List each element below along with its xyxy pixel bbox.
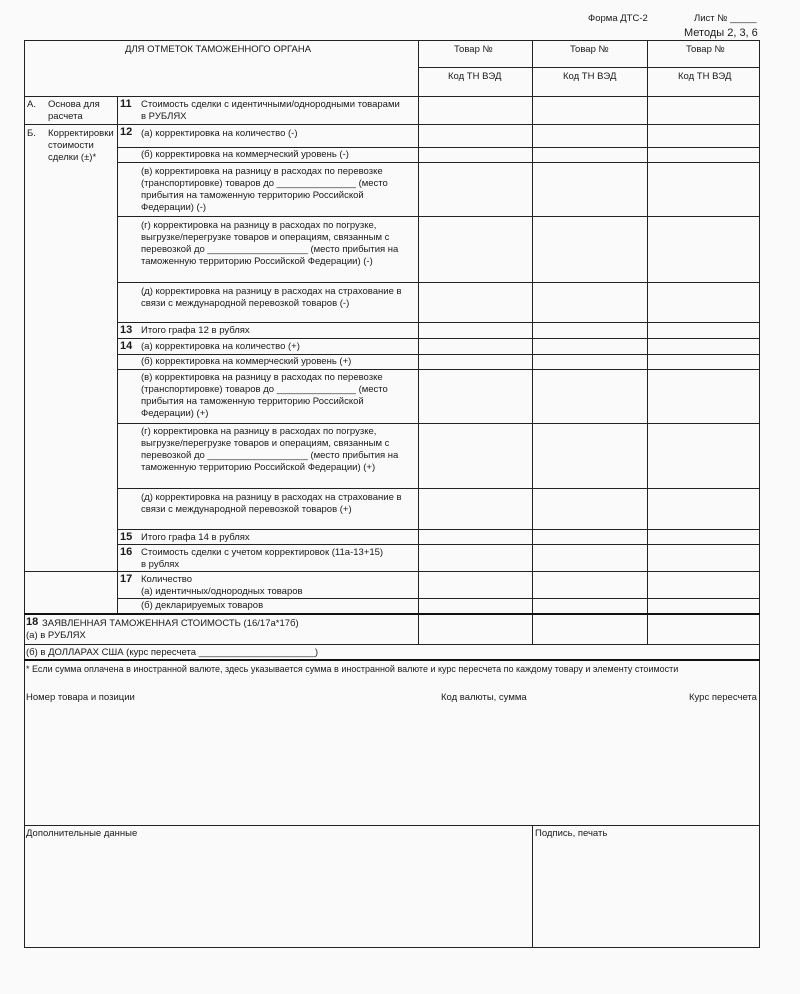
line-after-14a xyxy=(117,354,760,355)
section-b-text-3: сделки (±)* xyxy=(48,152,97,163)
row-14g-text-3: перевозкой до ___________________ (место прибытия на xyxy=(141,450,399,461)
line-after-17b xyxy=(24,613,760,615)
row-13-number: 13 xyxy=(120,324,133,336)
row-14-number: 14 xyxy=(120,340,133,352)
row-12a-text: (а) корректировка на количество (-) xyxy=(141,128,298,139)
row-12d-text-1: (д) корректировка на разницу в расходах на страхование в xyxy=(141,286,402,297)
header-sub-line xyxy=(418,67,760,68)
row-16-number: 16 xyxy=(120,546,133,558)
line-after-14g xyxy=(117,488,760,489)
goods-no-2[interactable]: Товар № xyxy=(570,44,609,55)
additional-data-label: Дополнительные данные xyxy=(26,828,138,839)
line-after-12g xyxy=(117,282,760,283)
row-14g-text-4: таможенную территорию Российской Федерации) (+) xyxy=(141,462,376,473)
section-b-letter: Б. xyxy=(27,128,36,139)
row-18-number: 18 xyxy=(26,616,39,628)
row-12v-text-4: Федерации) (-) xyxy=(141,202,207,213)
row-14b-text: (б) корректировка на коммерческий уровень (+) xyxy=(141,356,352,367)
row-12g-text-2: выгрузке/перегрузке товаров и операциям, связанным с xyxy=(141,232,390,243)
divider-col-rownum xyxy=(117,96,118,614)
section-b-text-2: стоимости xyxy=(48,140,94,151)
line-after-15 xyxy=(117,544,760,545)
row-17-number: 17 xyxy=(120,573,133,585)
row-17a-text: (а) идентичных/однородных товаров xyxy=(141,586,303,597)
row-14g-text-1: (г) корректировка на разницу в расходах по погрузке, xyxy=(141,426,377,437)
goods-no-1[interactable]: Товар № xyxy=(454,44,493,55)
row-14v-text-4: Федерации) (+) xyxy=(141,408,209,419)
row-18b-text: (б) в ДОЛЛАРАХ США (курс пересчета ______________________) xyxy=(26,647,319,658)
methods-label: Методы 2, 3, 6 xyxy=(684,27,758,39)
section-b-text-1: Корректировки xyxy=(48,128,114,139)
row-12b-text: (б) корректировка на коммерческий уровень (-) xyxy=(141,149,349,160)
row-11-text-1: Стоимость сделки с идентичными/однородными товарами xyxy=(141,99,400,110)
customs-marks-header: ДЛЯ ОТМЕТОК ТАМОЖЕННОГО ОРГАНА xyxy=(125,44,312,55)
line-before-additional xyxy=(24,825,760,826)
tn-ved-code-1[interactable]: Код ТН ВЭД xyxy=(448,71,502,82)
row-14v-text-2: (транспортировке) товаров до _______________ (место xyxy=(141,384,388,395)
row-17-text: Количество xyxy=(141,574,193,585)
line-after-12b xyxy=(117,162,760,163)
line-after-12d xyxy=(117,322,760,323)
row-16-text-2: в рублях xyxy=(141,559,180,570)
row-14v-text-1: (в) корректировка на разницу в расходах по перевозке xyxy=(141,372,383,383)
tn-ved-code-2[interactable]: Код ТН ВЭД xyxy=(563,71,617,82)
row-12v-text-1: (в) корректировка на разницу в расходах по перевозке xyxy=(141,166,383,177)
line-after-11 xyxy=(24,124,760,125)
line-after-12a xyxy=(117,147,760,148)
line-after-18b xyxy=(24,659,760,661)
section-a-text-2: расчета xyxy=(48,111,83,122)
row-18a-text: (а) в РУБЛЯХ xyxy=(26,630,86,641)
line-after-14d xyxy=(117,529,760,530)
row-12-number: 12 xyxy=(120,126,133,138)
row-14g-text-2: выгрузке/перегрузке товаров и операциям, связанным с xyxy=(141,438,390,449)
footnote-text: * Если сумма оплачена в иностранной валюте, здесь указывается сумма в иностранной валюте и курс пересчета по каждому товару и элементу стоимости xyxy=(26,664,679,674)
row-14d-text-1: (д) корректировка на разницу в расходах на страхование в xyxy=(141,492,402,503)
currency-code-label: Код валюты, сумма xyxy=(441,692,527,703)
goods-no-3[interactable]: Товар № xyxy=(686,44,725,55)
divider-col-goods3 xyxy=(647,40,648,645)
row-16-text-1: Стоимость сделки с учетом корректировок (11а-13+15) xyxy=(141,547,384,558)
divider-col-goods1 xyxy=(418,40,419,645)
tn-ved-code-3[interactable]: Код ТН ВЭД xyxy=(678,71,732,82)
row-14d-text-2: связи с международной перевозкой товаров (+) xyxy=(141,504,352,515)
line-after-16 xyxy=(24,571,760,572)
row-18-text: ЗАЯВЛЕННАЯ ТАМОЖЕННАЯ СТОИМОСТЬ (16/17а*17б) xyxy=(42,618,299,629)
header-bottom-line xyxy=(24,96,760,97)
row-17b-text: (б) декларируемых товаров xyxy=(141,600,264,611)
row-11-number: 11 xyxy=(120,98,132,110)
line-after-14v xyxy=(117,423,760,424)
line-after-12v xyxy=(117,216,760,217)
row-11-text-2: в РУБЛЯХ xyxy=(141,111,187,122)
divider-col-goods2 xyxy=(532,40,533,645)
row-14a-text: (а) корректировка на количество (+) xyxy=(141,341,300,352)
signature-stamp-label: Подпись, печать xyxy=(535,828,608,839)
row-12g-text-1: (г) корректировка на разницу в расходах по погрузке, xyxy=(141,220,377,231)
row-13-text: Итого графа 12 в рублях xyxy=(141,325,250,336)
item-number-label: Номер товара и позиции xyxy=(26,692,135,703)
sheet-number-field[interactable]: Лист № _____ xyxy=(694,13,757,24)
line-after-13 xyxy=(117,338,760,339)
row-12d-text-2: связи с международной перевозкой товаров (-) xyxy=(141,298,350,309)
line-after-17a xyxy=(117,598,760,599)
row-12v-text-3: прибытия на таможенную территорию Российской xyxy=(141,190,364,201)
row-12v-text-2: (транспортировке) товаров до _______________ (место xyxy=(141,178,388,189)
section-a-letter: А. xyxy=(27,99,36,110)
line-after-18a xyxy=(24,644,760,645)
section-a-text-1: Основа для xyxy=(48,99,100,110)
form-name: Форма ДТС-2 xyxy=(588,13,648,24)
row-12g-text-3: перевозкой до ___________________ (место прибытия на xyxy=(141,244,399,255)
line-after-14b xyxy=(117,369,760,370)
row-15-number: 15 xyxy=(120,531,133,543)
row-12g-text-4: таможенную территорию Российской Федерации) (-) xyxy=(141,256,373,267)
row-14v-text-3: прибытия на таможенную территорию Российской xyxy=(141,396,364,407)
divider-signature xyxy=(532,825,533,948)
exchange-rate-label: Курс пересчета xyxy=(689,692,757,703)
row-15-text: Итого графа 14 в рублях xyxy=(141,532,250,543)
